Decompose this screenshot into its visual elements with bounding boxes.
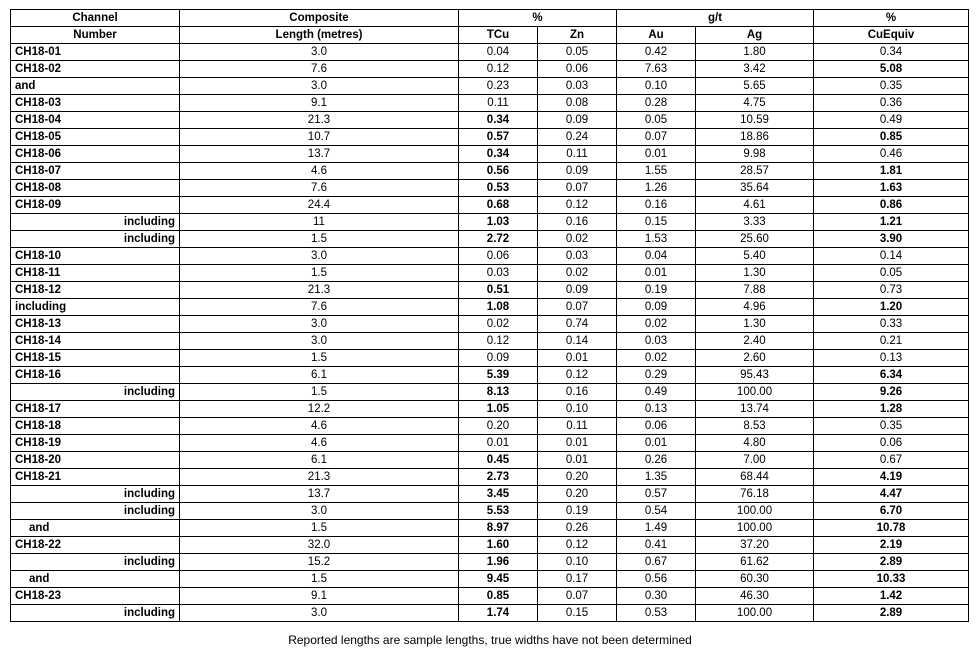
table-row xyxy=(11,401,969,418)
cell-zn: 0.11 xyxy=(538,418,617,435)
cell-cu: 0.06 xyxy=(814,435,969,452)
table-row xyxy=(11,452,969,469)
header-gt: g/t xyxy=(617,10,814,27)
cell-cu: 0.49 xyxy=(814,112,969,129)
cell-zn: 0.02 xyxy=(538,265,617,282)
table-row xyxy=(11,418,969,435)
cell-tcu: 0.06 xyxy=(459,248,538,265)
cell-tcu: 9.45 xyxy=(459,571,538,588)
table-row xyxy=(11,231,969,248)
cell-ag: 25.60 xyxy=(696,231,814,248)
cell-tcu: 1.03 xyxy=(459,214,538,231)
cell-au: 1.26 xyxy=(617,180,696,197)
table-row xyxy=(11,486,969,503)
cell-cu: 10.33 xyxy=(814,571,969,588)
cell-ch: including xyxy=(11,384,180,401)
cell-ch: CH18-08 xyxy=(11,180,180,197)
cell-tcu: 0.51 xyxy=(459,282,538,299)
cell-len: 4.6 xyxy=(180,418,459,435)
header-au: Au xyxy=(617,27,696,44)
cell-tcu: 5.53 xyxy=(459,503,538,520)
cell-tcu: 1.74 xyxy=(459,605,538,622)
cell-tcu: 0.57 xyxy=(459,129,538,146)
cell-au: 0.56 xyxy=(617,571,696,588)
cell-ag: 13.74 xyxy=(696,401,814,418)
cell-ag: 4.61 xyxy=(696,197,814,214)
cell-tcu: 3.45 xyxy=(459,486,538,503)
header-percent-cuequiv: % xyxy=(814,10,969,27)
cell-tcu: 2.72 xyxy=(459,231,538,248)
cell-tcu: 8.13 xyxy=(459,384,538,401)
cell-zn: 0.19 xyxy=(538,503,617,520)
cell-tcu: 0.85 xyxy=(459,588,538,605)
cell-len: 15.2 xyxy=(180,554,459,571)
cell-ag: 7.88 xyxy=(696,282,814,299)
table-row xyxy=(11,469,969,486)
table-row xyxy=(11,605,969,622)
cell-au: 7.63 xyxy=(617,61,696,78)
cell-zn: 0.09 xyxy=(538,112,617,129)
cell-len: 3.0 xyxy=(180,44,459,61)
table-row xyxy=(11,163,969,180)
cell-zn: 0.16 xyxy=(538,214,617,231)
cell-len: 9.1 xyxy=(180,95,459,112)
cell-zn: 0.06 xyxy=(538,61,617,78)
cell-cu: 0.35 xyxy=(814,418,969,435)
cell-tcu: 1.08 xyxy=(459,299,538,316)
cell-au: 0.26 xyxy=(617,452,696,469)
cell-zn: 0.03 xyxy=(538,78,617,95)
cell-ch: CH18-12 xyxy=(11,282,180,299)
cell-tcu: 0.02 xyxy=(459,316,538,333)
cell-au: 0.41 xyxy=(617,537,696,554)
cell-len: 3.0 xyxy=(180,605,459,622)
cell-len: 3.0 xyxy=(180,248,459,265)
cell-ch: and xyxy=(11,571,180,588)
cell-zn: 0.11 xyxy=(538,146,617,163)
header-composite: Composite xyxy=(180,10,459,27)
cell-cu: 1.21 xyxy=(814,214,969,231)
cell-zn: 0.12 xyxy=(538,537,617,554)
cell-au: 0.02 xyxy=(617,316,696,333)
cell-zn: 0.08 xyxy=(538,95,617,112)
cell-cu: 0.21 xyxy=(814,333,969,350)
header-number: Number xyxy=(11,27,180,44)
cell-ag: 8.53 xyxy=(696,418,814,435)
cell-tcu: 0.34 xyxy=(459,146,538,163)
header-row-2 xyxy=(11,27,969,44)
cell-au: 0.05 xyxy=(617,112,696,129)
cell-ch: CH18-09 xyxy=(11,197,180,214)
cell-len: 10.7 xyxy=(180,129,459,146)
table-row xyxy=(11,282,969,299)
cell-ag: 100.00 xyxy=(696,605,814,622)
table-row xyxy=(11,44,969,61)
cell-ag: 100.00 xyxy=(696,520,814,537)
cell-len: 6.1 xyxy=(180,452,459,469)
cell-tcu: 0.53 xyxy=(459,180,538,197)
cell-tcu: 0.23 xyxy=(459,78,538,95)
cell-ch: including xyxy=(11,503,180,520)
cell-zn: 0.15 xyxy=(538,605,617,622)
cell-cu: 1.81 xyxy=(814,163,969,180)
cell-zn: 0.14 xyxy=(538,333,617,350)
cell-tcu: 1.96 xyxy=(459,554,538,571)
cell-ch: CH18-16 xyxy=(11,367,180,384)
header-ag: Ag xyxy=(696,27,814,44)
cell-len: 12.2 xyxy=(180,401,459,418)
cell-zn: 0.01 xyxy=(538,350,617,367)
cell-ag: 1.80 xyxy=(696,44,814,61)
cell-au: 0.04 xyxy=(617,248,696,265)
cell-ch: CH18-07 xyxy=(11,163,180,180)
cell-cu: 0.13 xyxy=(814,350,969,367)
cell-ch: CH18-17 xyxy=(11,401,180,418)
cell-au: 0.16 xyxy=(617,197,696,214)
header-cuequiv: CuEquiv xyxy=(814,27,969,44)
cell-len: 3.0 xyxy=(180,333,459,350)
table-row xyxy=(11,316,969,333)
cell-au: 0.03 xyxy=(617,333,696,350)
cell-ch: CH18-21 xyxy=(11,469,180,486)
cell-zn: 0.17 xyxy=(538,571,617,588)
cell-ag: 28.57 xyxy=(696,163,814,180)
table-row xyxy=(11,554,969,571)
cell-ch: CH18-13 xyxy=(11,316,180,333)
table-row xyxy=(11,520,969,537)
table-row xyxy=(11,265,969,282)
cell-ch: CH18-15 xyxy=(11,350,180,367)
table-row xyxy=(11,537,969,554)
cell-cu: 2.89 xyxy=(814,554,969,571)
cell-ag: 9.98 xyxy=(696,146,814,163)
cell-au: 0.01 xyxy=(617,435,696,452)
cell-zn: 0.01 xyxy=(538,435,617,452)
cell-len: 1.5 xyxy=(180,350,459,367)
cell-cu: 2.19 xyxy=(814,537,969,554)
cell-ag: 2.60 xyxy=(696,350,814,367)
cell-ag: 100.00 xyxy=(696,503,814,520)
cell-ag: 4.75 xyxy=(696,95,814,112)
cell-tcu: 0.09 xyxy=(459,350,538,367)
header-percent: % xyxy=(459,10,617,27)
cell-au: 0.06 xyxy=(617,418,696,435)
cell-ch: CH18-23 xyxy=(11,588,180,605)
cell-ag: 1.30 xyxy=(696,265,814,282)
cell-au: 1.53 xyxy=(617,231,696,248)
cell-ch: CH18-04 xyxy=(11,112,180,129)
cell-cu: 0.35 xyxy=(814,78,969,95)
cell-ag: 68.44 xyxy=(696,469,814,486)
cell-cu: 0.34 xyxy=(814,44,969,61)
cell-ag: 46.30 xyxy=(696,588,814,605)
cell-len: 3.0 xyxy=(180,316,459,333)
cell-cu: 5.08 xyxy=(814,61,969,78)
cell-cu: 6.34 xyxy=(814,367,969,384)
cell-len: 4.6 xyxy=(180,163,459,180)
cell-au: 0.09 xyxy=(617,299,696,316)
cell-ag: 100.00 xyxy=(696,384,814,401)
cell-cu: 0.85 xyxy=(814,129,969,146)
cell-au: 1.49 xyxy=(617,520,696,537)
cell-cu: 0.05 xyxy=(814,265,969,282)
cell-ch: CH18-01 xyxy=(11,44,180,61)
cell-ch: CH18-22 xyxy=(11,537,180,554)
cell-ag: 1.30 xyxy=(696,316,814,333)
cell-ag: 37.20 xyxy=(696,537,814,554)
cell-ch: CH18-03 xyxy=(11,95,180,112)
cell-ch: including xyxy=(11,486,180,503)
cell-ag: 10.59 xyxy=(696,112,814,129)
cell-ch: CH18-06 xyxy=(11,146,180,163)
cell-au: 0.02 xyxy=(617,350,696,367)
cell-tcu: 0.68 xyxy=(459,197,538,214)
cell-cu: 9.26 xyxy=(814,384,969,401)
table-row xyxy=(11,61,969,78)
cell-tcu: 1.05 xyxy=(459,401,538,418)
cell-ag: 5.65 xyxy=(696,78,814,95)
cell-zn: 0.09 xyxy=(538,282,617,299)
cell-cu: 3.90 xyxy=(814,231,969,248)
cell-au: 0.10 xyxy=(617,78,696,95)
cell-len: 13.7 xyxy=(180,146,459,163)
footnote: Reported lengths are sample lengths, true widths have not been determined xyxy=(288,633,692,647)
cell-au: 0.57 xyxy=(617,486,696,503)
cell-ch: CH18-02 xyxy=(11,61,180,78)
table-row xyxy=(11,180,969,197)
cell-ag: 95.43 xyxy=(696,367,814,384)
table-row xyxy=(11,95,969,112)
cell-au: 0.28 xyxy=(617,95,696,112)
table-row xyxy=(11,299,969,316)
cell-len: 1.5 xyxy=(180,384,459,401)
cell-zn: 0.02 xyxy=(538,231,617,248)
cell-cu: 0.36 xyxy=(814,95,969,112)
cell-zn: 0.03 xyxy=(538,248,617,265)
cell-cu: 1.63 xyxy=(814,180,969,197)
cell-ch: CH18-19 xyxy=(11,435,180,452)
cell-cu: 6.70 xyxy=(814,503,969,520)
table-row xyxy=(11,78,969,95)
cell-ch: CH18-14 xyxy=(11,333,180,350)
table-row xyxy=(11,588,969,605)
cell-tcu: 8.97 xyxy=(459,520,538,537)
cell-tcu: 0.34 xyxy=(459,112,538,129)
cell-tcu: 0.12 xyxy=(459,61,538,78)
cell-ch: CH18-18 xyxy=(11,418,180,435)
cell-cu: 10.78 xyxy=(814,520,969,537)
cell-tcu: 1.60 xyxy=(459,537,538,554)
table-row xyxy=(11,146,969,163)
cell-cu: 0.67 xyxy=(814,452,969,469)
cell-ag: 76.18 xyxy=(696,486,814,503)
cell-ch: including xyxy=(11,214,180,231)
cell-len: 3.0 xyxy=(180,78,459,95)
cell-ch: CH18-10 xyxy=(11,248,180,265)
cell-ag: 3.42 xyxy=(696,61,814,78)
assay-results-table xyxy=(10,9,969,622)
cell-tcu: 2.73 xyxy=(459,469,538,486)
cell-au: 0.01 xyxy=(617,265,696,282)
cell-len: 7.6 xyxy=(180,299,459,316)
cell-cu: 0.86 xyxy=(814,197,969,214)
cell-ag: 60.30 xyxy=(696,571,814,588)
cell-zn: 0.10 xyxy=(538,554,617,571)
cell-au: 0.30 xyxy=(617,588,696,605)
cell-zn: 0.12 xyxy=(538,367,617,384)
cell-au: 0.01 xyxy=(617,146,696,163)
cell-zn: 0.20 xyxy=(538,486,617,503)
header-channel: Channel xyxy=(11,10,180,27)
cell-ch: and xyxy=(11,78,180,95)
cell-au: 0.53 xyxy=(617,605,696,622)
cell-au: 1.35 xyxy=(617,469,696,486)
cell-len: 4.6 xyxy=(180,435,459,452)
cell-zn: 0.05 xyxy=(538,44,617,61)
header-row-1 xyxy=(11,10,969,27)
cell-cu: 0.46 xyxy=(814,146,969,163)
cell-zn: 0.16 xyxy=(538,384,617,401)
cell-len: 21.3 xyxy=(180,112,459,129)
cell-au: 0.13 xyxy=(617,401,696,418)
cell-ch: including xyxy=(11,554,180,571)
cell-ag: 2.40 xyxy=(696,333,814,350)
cell-cu: 0.73 xyxy=(814,282,969,299)
cell-au: 0.15 xyxy=(617,214,696,231)
cell-cu: 4.47 xyxy=(814,486,969,503)
cell-zn: 0.10 xyxy=(538,401,617,418)
table-row xyxy=(11,129,969,146)
cell-tcu: 0.12 xyxy=(459,333,538,350)
header-length: Length (metres) xyxy=(180,27,459,44)
cell-tcu: 0.04 xyxy=(459,44,538,61)
cell-zn: 0.12 xyxy=(538,197,617,214)
cell-tcu: 0.03 xyxy=(459,265,538,282)
header-zn: Zn xyxy=(538,27,617,44)
cell-au: 0.42 xyxy=(617,44,696,61)
cell-au: 0.54 xyxy=(617,503,696,520)
cell-au: 0.07 xyxy=(617,129,696,146)
cell-len: 1.5 xyxy=(180,571,459,588)
cell-zn: 0.07 xyxy=(538,180,617,197)
cell-ch: CH18-11 xyxy=(11,265,180,282)
cell-len: 9.1 xyxy=(180,588,459,605)
cell-zn: 0.07 xyxy=(538,588,617,605)
cell-cu: 2.89 xyxy=(814,605,969,622)
table-row xyxy=(11,503,969,520)
table-body xyxy=(11,44,969,622)
cell-len: 21.3 xyxy=(180,282,459,299)
cell-len: 1.5 xyxy=(180,265,459,282)
cell-au: 0.67 xyxy=(617,554,696,571)
cell-tcu: 0.56 xyxy=(459,163,538,180)
cell-tcu: 0.20 xyxy=(459,418,538,435)
cell-ag: 4.80 xyxy=(696,435,814,452)
cell-tcu: 5.39 xyxy=(459,367,538,384)
cell-au: 0.19 xyxy=(617,282,696,299)
cell-len: 6.1 xyxy=(180,367,459,384)
cell-ch: and xyxy=(11,520,180,537)
cell-zn: 0.20 xyxy=(538,469,617,486)
table-row xyxy=(11,112,969,129)
cell-tcu: 0.45 xyxy=(459,452,538,469)
cell-len: 1.5 xyxy=(180,231,459,248)
cell-ag: 7.00 xyxy=(696,452,814,469)
cell-ch: including xyxy=(11,605,180,622)
cell-ag: 18.86 xyxy=(696,129,814,146)
cell-zn: 0.01 xyxy=(538,452,617,469)
table-row xyxy=(11,333,969,350)
cell-zn: 0.26 xyxy=(538,520,617,537)
cell-zn: 0.24 xyxy=(538,129,617,146)
cell-cu: 0.14 xyxy=(814,248,969,265)
cell-cu: 0.33 xyxy=(814,316,969,333)
cell-zn: 0.09 xyxy=(538,163,617,180)
table-row xyxy=(11,435,969,452)
cell-len: 7.6 xyxy=(180,180,459,197)
cell-len: 7.6 xyxy=(180,61,459,78)
cell-cu: 1.42 xyxy=(814,588,969,605)
cell-ag: 61.62 xyxy=(696,554,814,571)
cell-ag: 4.96 xyxy=(696,299,814,316)
cell-ag: 3.33 xyxy=(696,214,814,231)
cell-len: 13.7 xyxy=(180,486,459,503)
cell-tcu: 0.11 xyxy=(459,95,538,112)
cell-tcu: 0.01 xyxy=(459,435,538,452)
table-row xyxy=(11,571,969,588)
cell-ch: including xyxy=(11,231,180,248)
header-tcu: TCu xyxy=(459,27,538,44)
table-row xyxy=(11,197,969,214)
cell-ag: 5.40 xyxy=(696,248,814,265)
cell-ch: including xyxy=(11,299,180,316)
cell-cu: 1.28 xyxy=(814,401,969,418)
cell-ch: CH18-05 xyxy=(11,129,180,146)
cell-au: 1.55 xyxy=(617,163,696,180)
cell-len: 1.5 xyxy=(180,520,459,537)
cell-len: 24.4 xyxy=(180,197,459,214)
cell-len: 21.3 xyxy=(180,469,459,486)
table-row xyxy=(11,214,969,231)
cell-cu: 1.20 xyxy=(814,299,969,316)
cell-au: 0.29 xyxy=(617,367,696,384)
cell-len: 11 xyxy=(180,214,459,231)
cell-cu: 4.19 xyxy=(814,469,969,486)
cell-len: 32.0 xyxy=(180,537,459,554)
cell-zn: 0.74 xyxy=(538,316,617,333)
table-row xyxy=(11,350,969,367)
table-row xyxy=(11,367,969,384)
table-row xyxy=(11,248,969,265)
table-row xyxy=(11,384,969,401)
cell-len: 3.0 xyxy=(180,503,459,520)
cell-ag: 35.64 xyxy=(696,180,814,197)
cell-zn: 0.07 xyxy=(538,299,617,316)
cell-ch: CH18-20 xyxy=(11,452,180,469)
cell-au: 0.49 xyxy=(617,384,696,401)
